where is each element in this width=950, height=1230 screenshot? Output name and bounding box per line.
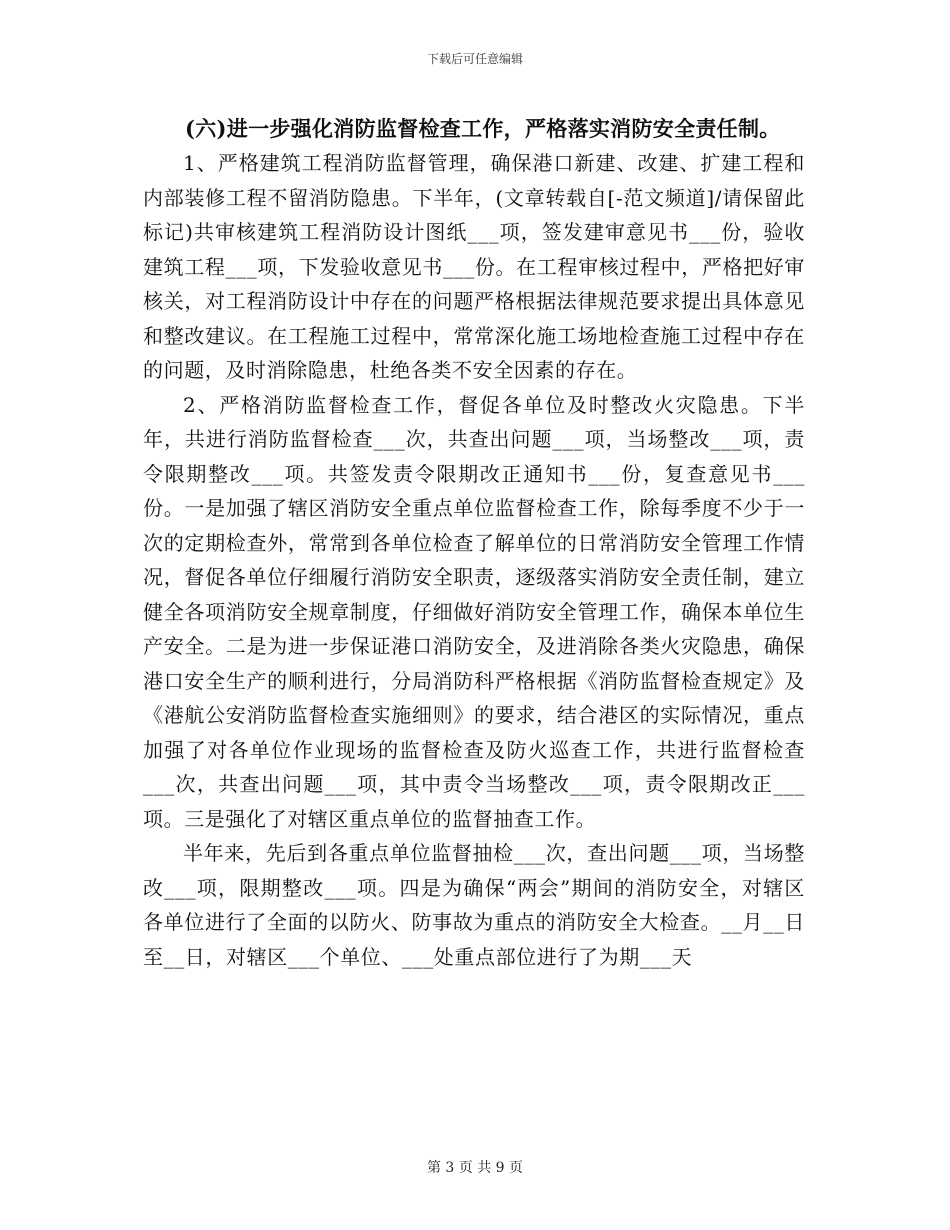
paragraph-3: 半年来，先后到各重点单位监督抽检___次，查出问题___项，当场整改___项，限期整改___项。四是为确保“两会”期间的消防安全，对辖区各单位进行了全面的以防火、防事故为重点的消防安全大检查。__月__日至__日，对辖区___个单位、___处重点部位进行了为期___天	[143, 841, 805, 969]
page-number: 第 3 页 共 9 页	[426, 1160, 524, 1176]
paragraph-2: 2、严格消防监督检查工作，督促各单位及时整改火灾隐患。下半年，共进行消防监督检查___次，共查出问题___项，当场整改___项，责令限期整改___项。共签发责令限期改正通知书___份，复查意见书___份。一是加强了辖区消防安全重点单位监督检查工作，除每季度不少于一次的定期检查外，常常到各单位检查了解单位的日常消防安全管理工作情况，督促各单位仔细履行消防安全职责，逐级落实消防安全责任制，建立健全各项消防安全规章制度，仔细做好消防安全管理工作，确保本单位生产安全。二是为进一步保证港口消防安全，及进消除各类火灾隐患，确保港口安全生产的顺利进行，分局消防科严格根据《消防监督检查规定》及《港航公安消防监督检查实施细则》的要求，结合港区的实际情况，重点加强了对各单位作业现场的监督检查及防火巡查工作，共进行监督检查___次，共查出问题___项，其中责令当场整改___项，责令限期改正___项。三是强化了对辖区重点单位的监督抽查工作。	[143, 392, 805, 831]
section-heading: (六)进一步强化消防监督检查工作，严格落实消防安全责任制。	[185, 116, 781, 141]
paragraph-1: 1、严格建筑工程消防监督管理，确保港口新建、改建、扩建工程和内部装修工程不留消防隐患。下半年，(文章转载自[-范文频道]/请保留此标记)共审核建筑工程消防设计图纸___项，签发建审意见书___份，验收建筑工程___项，下发验收意见书___份。在工程审核过程中，严格把好审核关，对工程消防设计中存在的问题严格根据法律规范要求提出具体意见和整改建议。在工程施工过程中，常常深化施工场地检查施工过程中存在的问题，及时消除隐患，杜绝各类不安全因素的存在。	[143, 151, 805, 382]
document-body	[143, 112, 805, 974]
page-header-note: 下载后可任意编辑	[426, 52, 523, 66]
